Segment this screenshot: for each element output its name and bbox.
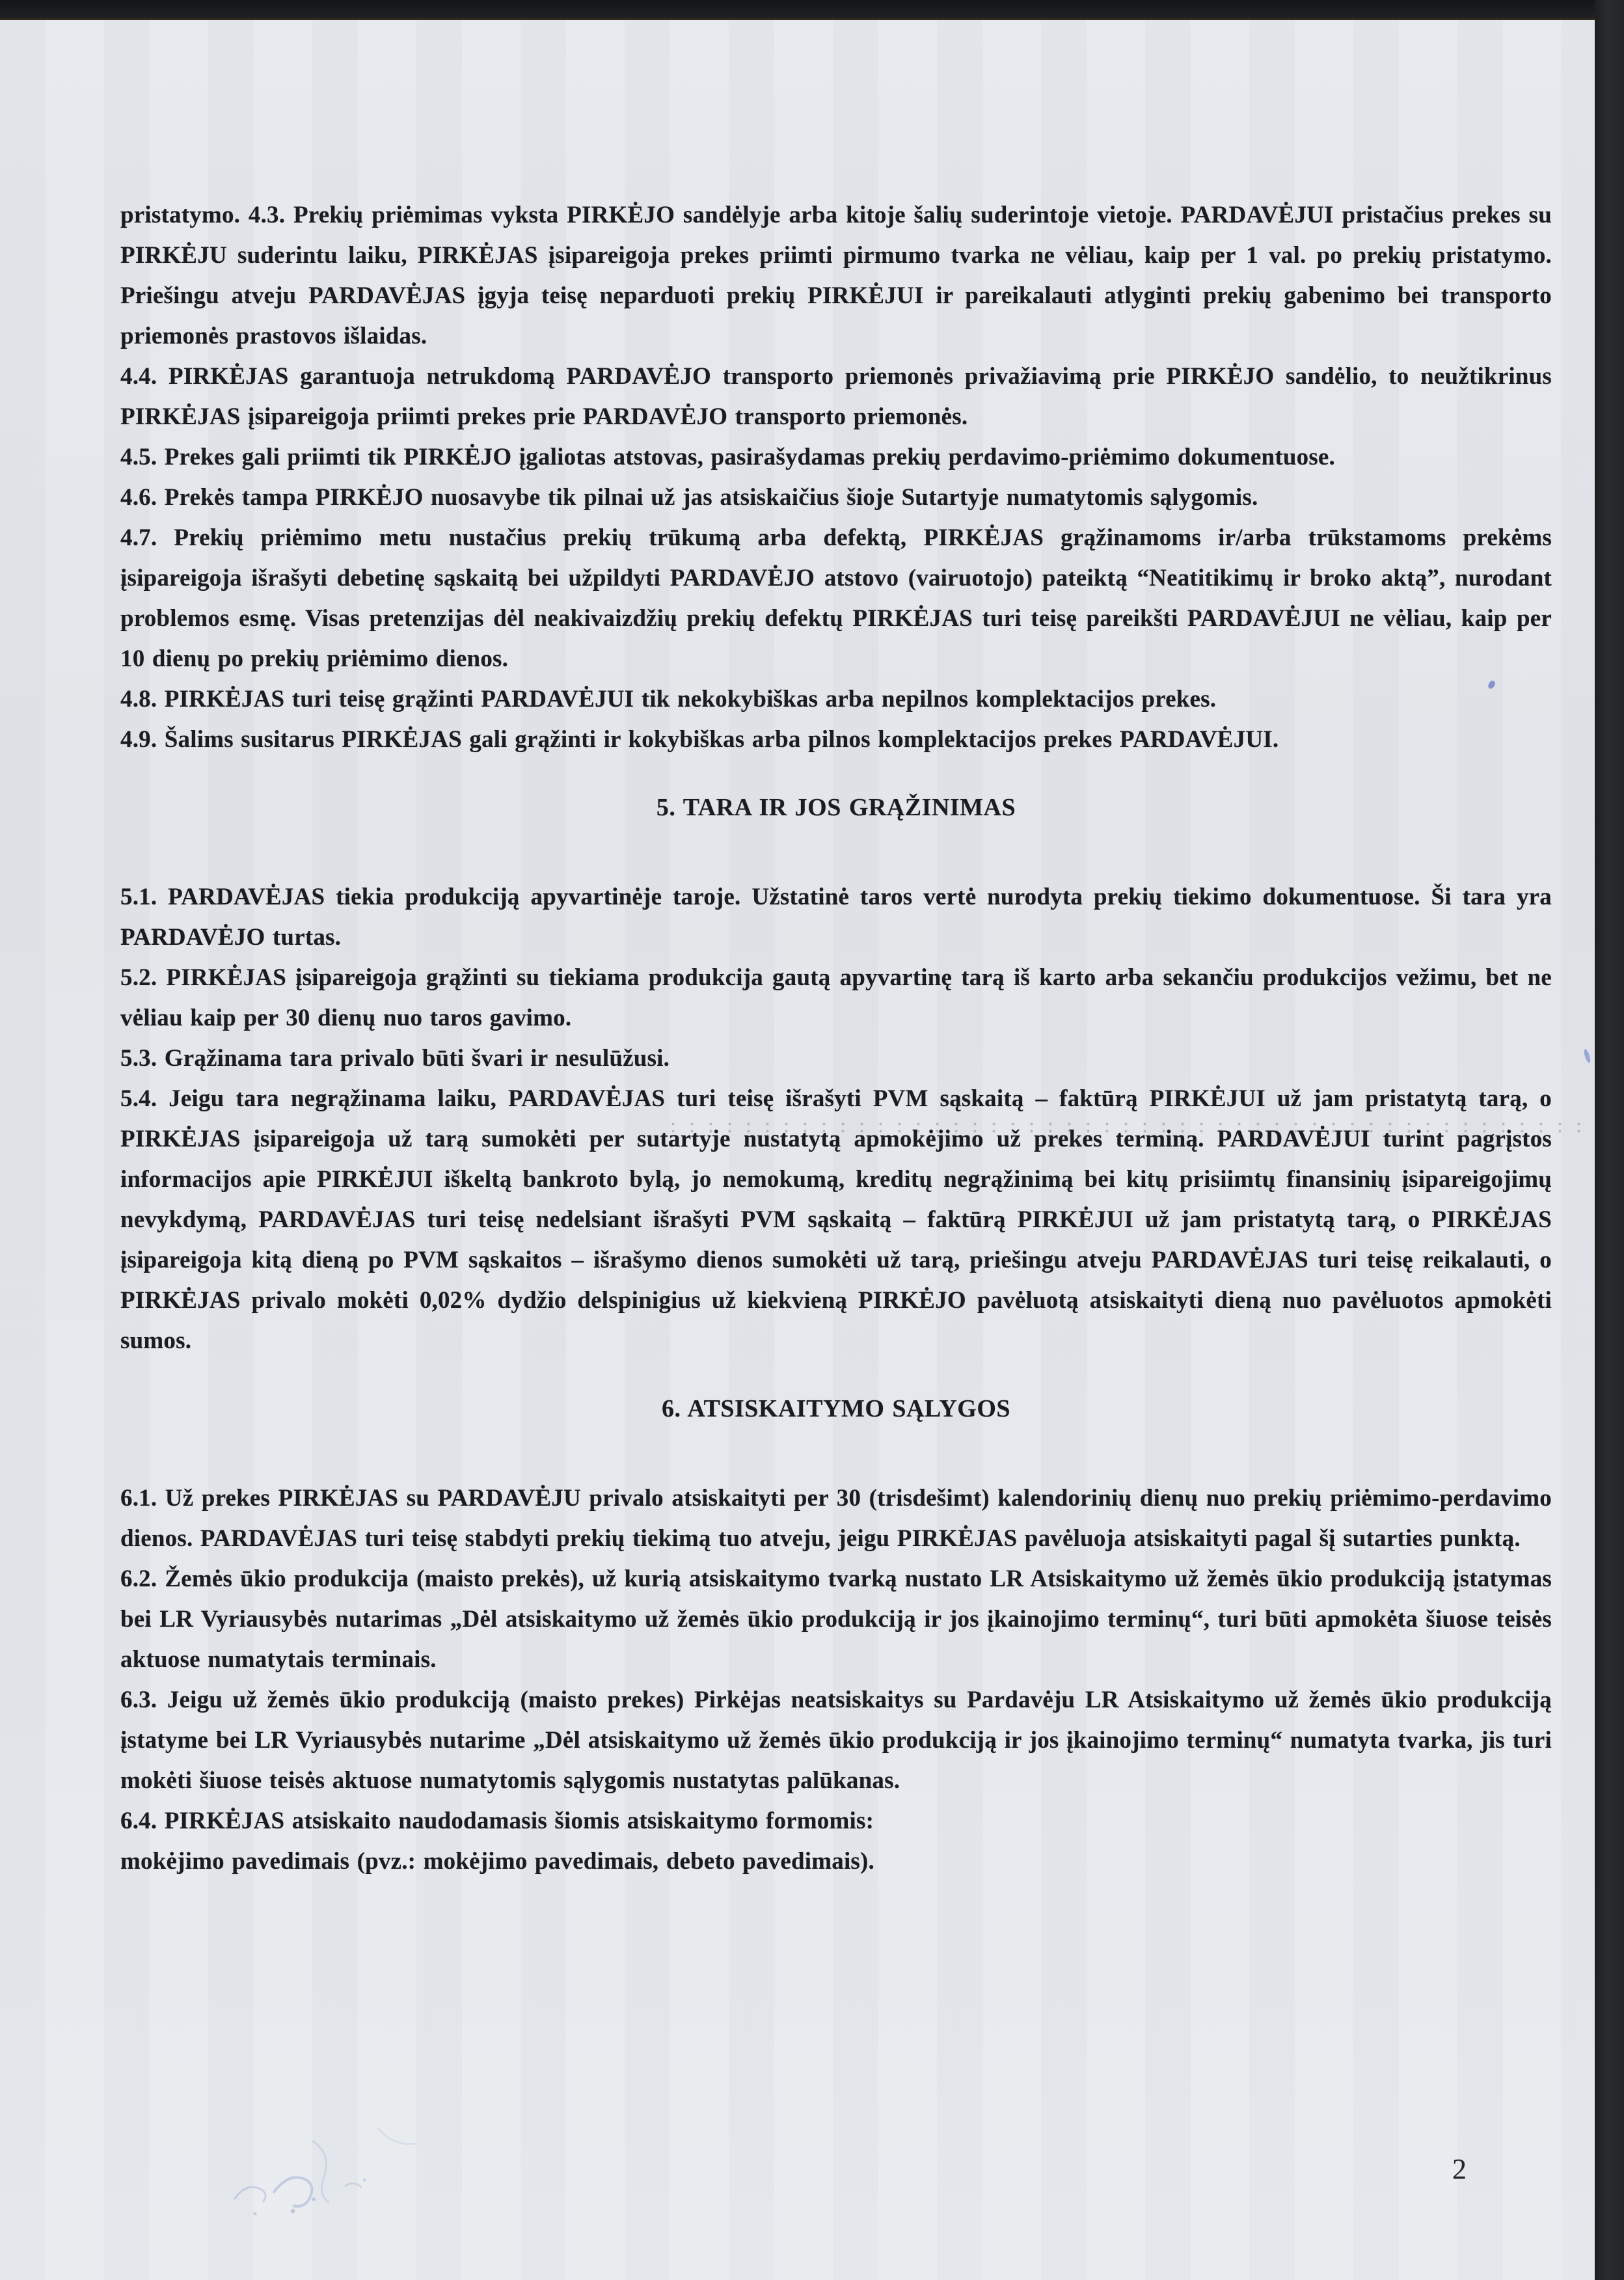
page-number: 2 (1452, 2153, 1467, 2185)
clause-4-7: 4.7. Prekių priėmimo metu nustačius prekių trūkumą arba defektą, PIRKĖJAS grąžinamoms ir/arba trūkstamoms prekėms įsipareigoja išrašyti debetinę sąskaitą bei užpildyti PARDAVĖJO atstovo (vairuotojo) pateiktą “Neatitikimų ir broko aktą”, nurodant problemos esmę. Visas pretenzijas dėl neakivaizdžių prekių defektų PIRKĖJAS turi teisę pareikšti PARDAVĖJUI ne vėliau, kaip per 10 dienų po prekių priėmimo dienos. (120, 524, 1552, 672)
clause-6-2: 6.2. Žemės ūkio produkcija (maisto prekės), už kurią atsiskaitymo tvarką nustato LR Atsiskaitymo už žemės ūkio produkciją įstatymas bei LR Vyriausybės nutarimas „Dėl atsiskaitymo už žemės ūkio produkciją ir jos įkainojimo terminų“, turi būti apmokėta šiuose teisės aktuose numatytais terminais. (120, 1566, 1552, 1673)
pen-scribble-icon (215, 2102, 527, 2251)
clause-6-4: 6.4. PIRKĖJAS atsiskaito naudodamasis šiomis atsiskaitymo formomis: (120, 1808, 874, 1834)
clause-6-4-continuation: mokėjimo pavedimais (pvz.: mokėjimo pavedimais, debeto pavedimais). (120, 1848, 874, 1875)
clause-6-1: 6.1. Už prekes PIRKĖJAS su PARDAVĖJU privalo atsiskaityti per 30 (trisdešimt) kalendorinių dienų nuo prekių priėmimo-perdavimo dienos. PARDAVĖJAS turi teisę stabdyti prekių tiekimą tuo atveju, jeigu PIRKĖJAS pavėluoja atsiskaityti pagal šį sutarties punktą. (120, 1485, 1552, 1552)
clause-5-4: 5.4. Jeigu tara negrąžinama laiku, PARDAVĖJAS turi teisę išrašyti PVM sąskaitą – faktūrą PIRKĖJUI už jam pristatytą tarą, o PIRKĖJAS įsipareigoja už tarą sumokėti per sutartyje nustatytą apmokėjimo už prekes terminą. PARDAVĖJUI turint pagrįstos informacijos apie PIRKĖJUI iškeltą bankroto bylą, jo nemokumą, kreditų negrąžinimą bei kitų prisiimtų finansinių įsipareigojimų nevykdymą, PARDAVĖJAS turi teisę nedelsiant išrašyti PVM sąskaitą – faktūrą PIRKĖJUI už jam pristatytą tarą, o PIRKĖJAS įsipareigoja kitą dieną po PVM sąskaitos – išrašymo dienos sumokėti už tarą, priešingu atveju PARDAVĖJAS turi teisę reikalauti, o PIRKĖJAS privalo mokėti 0,02% dydžio delspinigius už kiekvieną PIRKĖJO pavėluotą atsiskaityti dieną nuo pavėluotos apmokėti sumos. (120, 1085, 1552, 1354)
scan-edge-right (1595, 0, 1624, 2280)
section-5-heading: 5. TARA IR JOS GRĄŽINIMAS (656, 794, 1016, 821)
pen-mark-icon (1583, 1048, 1591, 1063)
clause-4-3: pristatymo. 4.3. Prekių priėmimas vyksta PIRKĖJO sandėlyje arba kitoje šalių suderintoje vietoje. PARDAVĖJUI pristačius prekes su PIRKĖJU suderintu laiku, PIRKĖJAS įsipareigoja prekes priimti pirmumo tvarka ne vėliau, kaip per 1 val. po prekių pristatymo. Priešingu atveju PARDAVĖJAS įgyja teisę neparduoti prekių PIRKĖJUI ir pareikalauti atlyginti prekių gabenimo bei transporto priemonės prastovos išlaidas. (120, 202, 1552, 349)
scan-edge-top (0, 0, 1624, 20)
contract-text-block (120, 195, 1552, 1882)
clause-4-8: 4.8. PIRKĖJAS turi teisę grąžinti PARDAVĖJUI tik nekokybiškas arba nepilnos komplektacijos prekes. (120, 686, 1217, 712)
clause-4-4: 4.4. PIRKĖJAS garantuoja netrukdomą PARDAVĖJO transporto priemonės privažiavimą prie PIRKĖJO sandėlio, to neužtikrinus PIRKĖJAS įsipareigoja priimti prekes prie PARDAVĖJO transporto priemonės. (120, 363, 1552, 430)
section-6-heading: 6. ATSISKAITYMO SĄLYGOS (661, 1395, 1011, 1422)
clause-5-1: 5.1. PARDAVĖJAS tiekia produkciją apyvartinėje taroje. Užstatinė taros vertė nurodyta prekių tiekimo dokumentuose. Ši tara yra PARDAVĖJO turtas. (120, 884, 1552, 951)
clause-4-6: 4.6. Prekės tampa PIRKĖJO nuosavybe tik pilnai už jas atsiskaičius šioje Sutartyje numatytomis sąlygomis. (120, 484, 1258, 511)
clause-5-3: 5.3. Grąžinama tara privalo būti švari ir nesulūžusi. (120, 1045, 670, 1072)
clause-5-2: 5.2. PIRKĖJAS įsipareigoja grąžinti su tiekiama produkcija gautą apyvartinę tarą iš karto arba sekančiu produkcijos vežimu, bet ne vėliau kaip per 30 dienų nuo taros gavimo. (120, 964, 1552, 1031)
clause-6-3: 6.3. Jeigu už žemės ūkio produkciją (maisto prekes) Pirkėjas neatsiskaitys su Pardavėju LR Atsiskaitymo už žemės ūkio produkciją įstatyme bei LR Vyriausybės nutarime „Dėl atsiskaitymo už žemės ūkio produkciją ir jos įkainojimo terminų“ numatyta tvarka, jis turi mokėti šiuose teisės aktuose numatytomis sąlygomis nustatytas palūkanas. (120, 1687, 1552, 1794)
clause-4-9: 4.9. Šalims susitarus PIRKĖJAS gali grąžinti ir kokybiškas arba pilnos komplektacijos prekes PARDAVĖJUI. (120, 726, 1279, 753)
clause-4-5: 4.5. Prekes gali priimti tik PIRKĖJO įgaliotas atstovas, pasirašydamas prekių perdavimo-priėmimo dokumentuose. (120, 444, 1335, 470)
